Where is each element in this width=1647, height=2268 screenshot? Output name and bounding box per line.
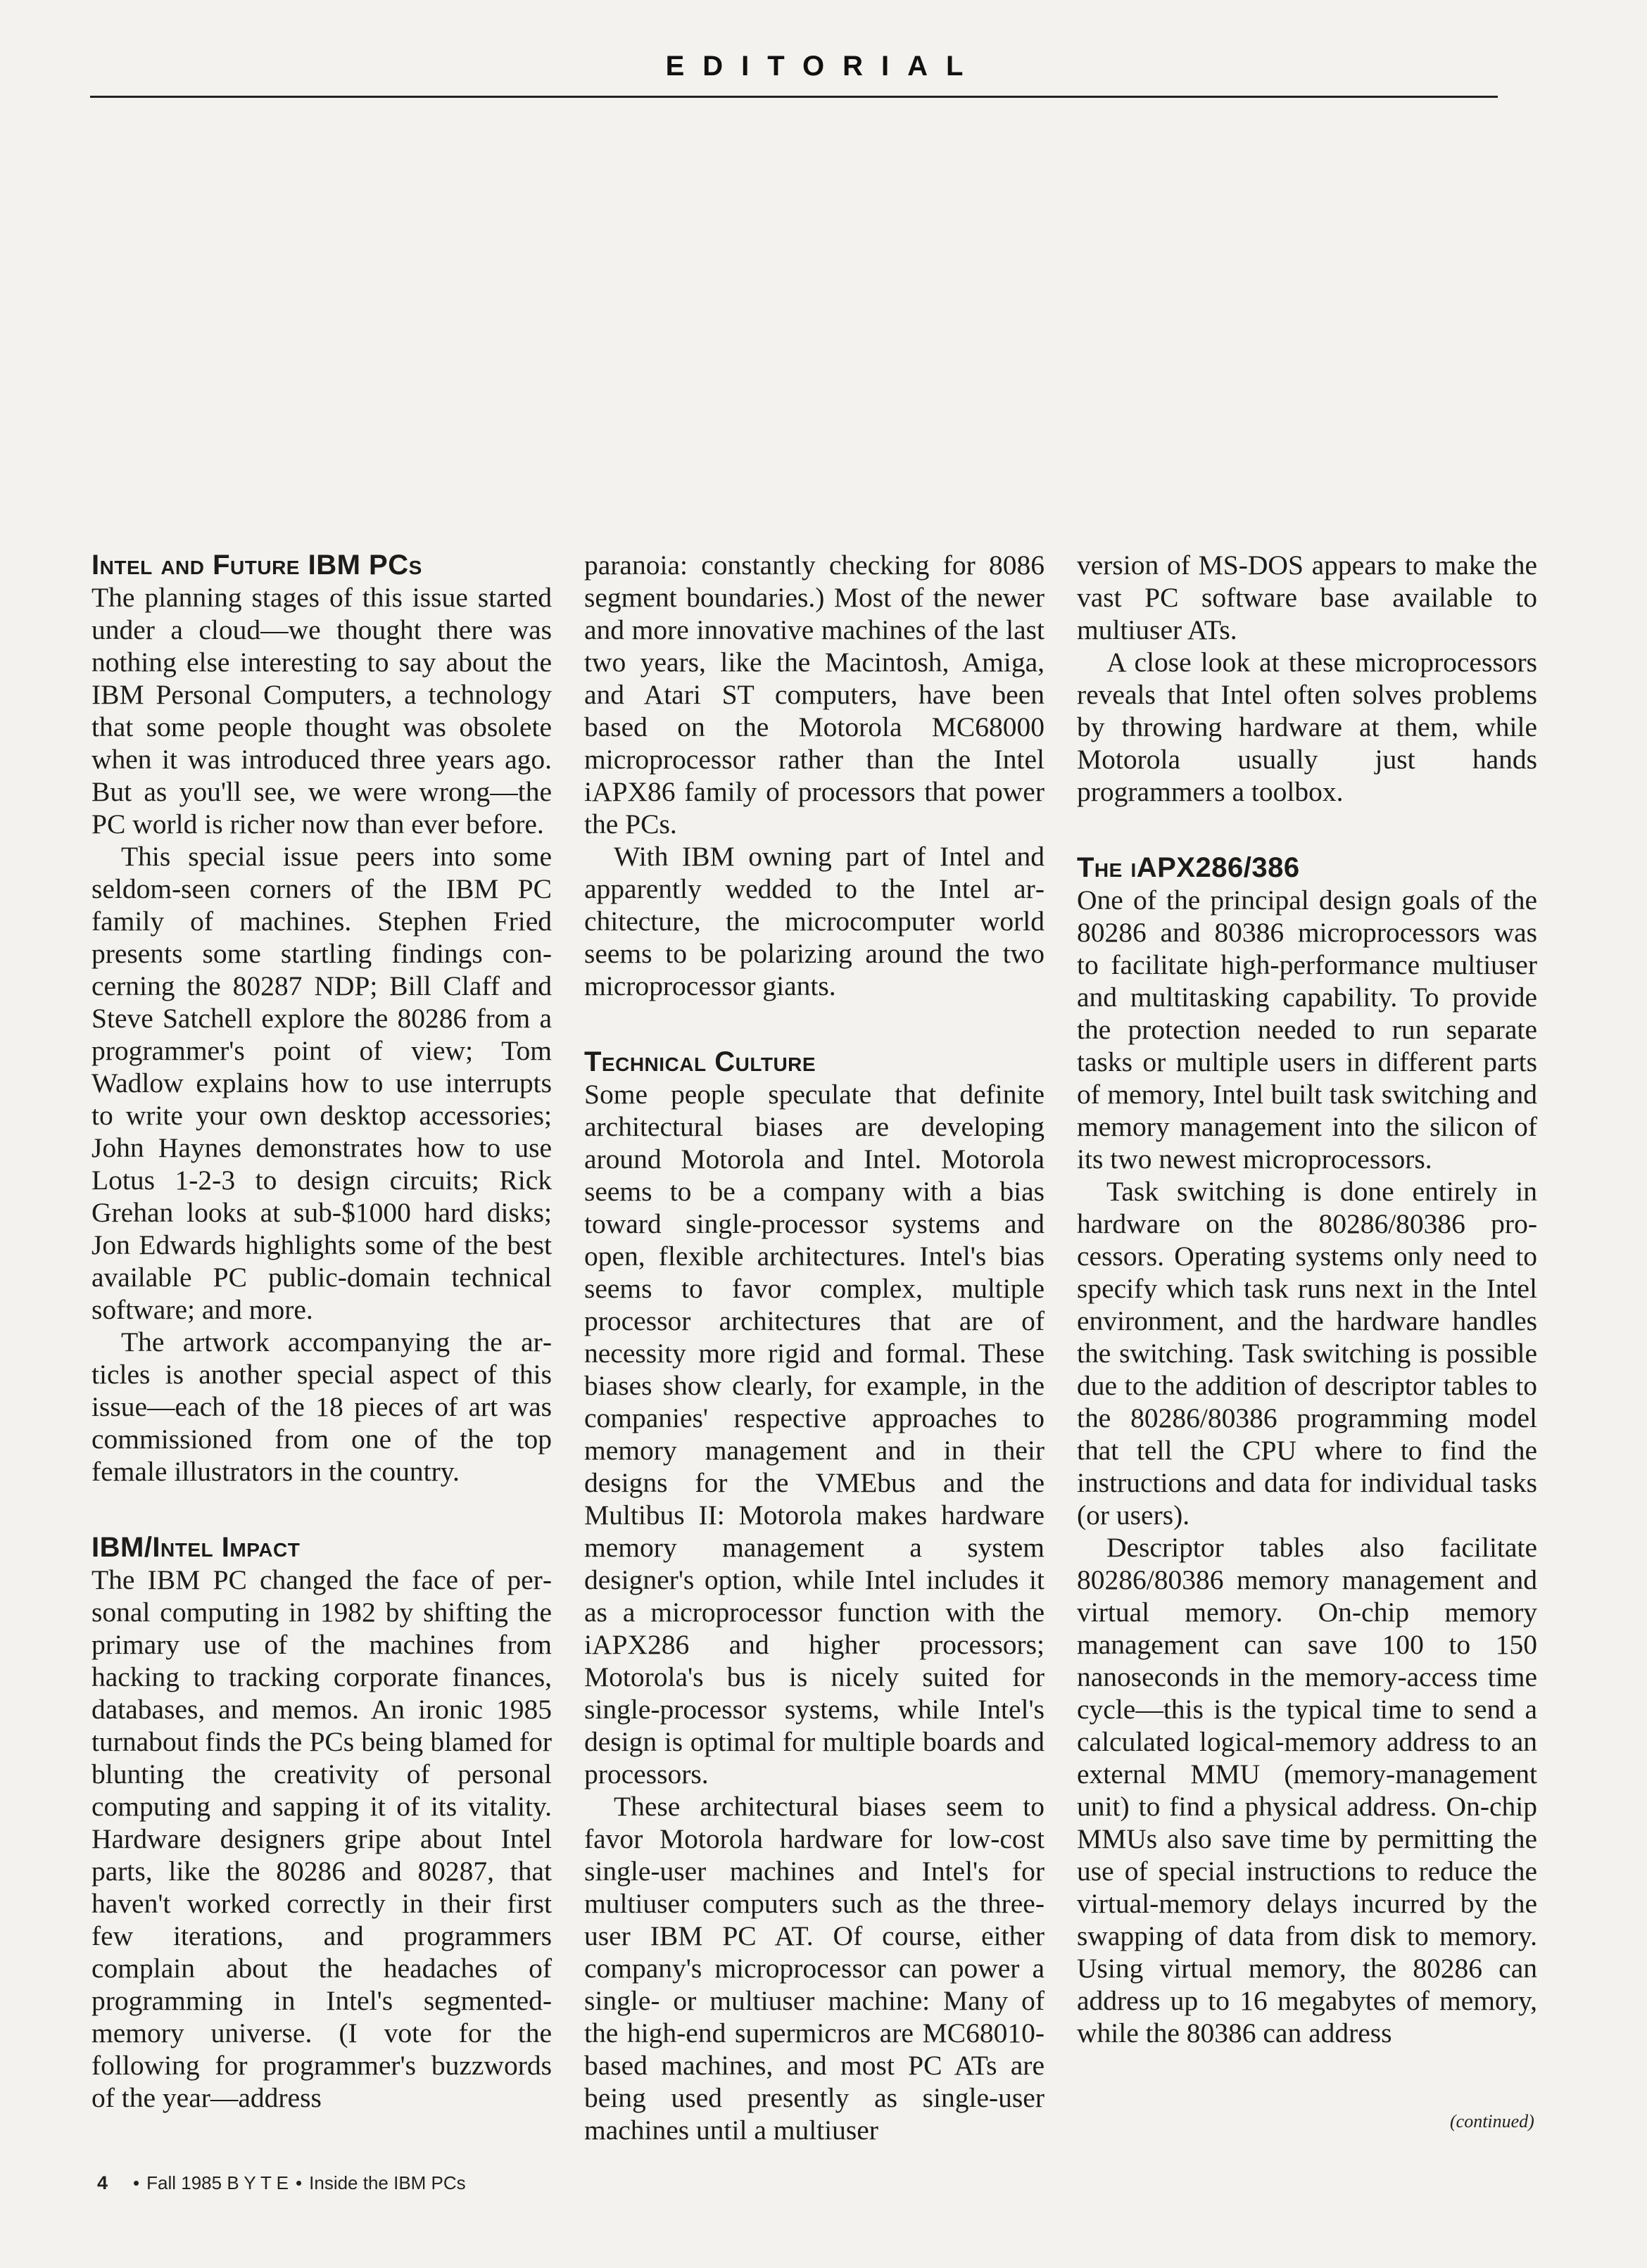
footer-title: Inside the IBM PCs <box>309 2172 466 2193</box>
page-number: 4 <box>97 2172 108 2193</box>
section-header: EDITORIAL <box>665 51 982 82</box>
column-2 <box>584 549 1045 2146</box>
section-heading: Intel and Future IBM PCs <box>92 550 422 581</box>
column-3 <box>1077 549 1537 2049</box>
paragraph: One of the principal design goals of the 80286 and 80386 microprocessors was to facilitate high-performance multiuser and multitasking capability. To provide the protection needed to run separate tasks or multiple users in different parts of memory, Intel built task switching and memory management into the silicon of its two newest microprocessors. <box>1077 885 1537 1174</box>
continued-note: (continued) <box>1450 2111 1534 2131</box>
column-1 <box>92 549 552 2114</box>
header-rule <box>90 96 1498 98</box>
section-heading: The iAPX286/386 <box>1077 852 1300 883</box>
paragraph: With IBM owning part of Intel and apparently wedded to the Intel architecture, the microcomputer world seems to be polarizing around the two microprocessor giants. <box>584 841 1045 1001</box>
paragraph: The artwork accompanying the articles is another special aspect of this issue—each of the 18 pieces of art was commissioned from one of the top female illustrators in the country. <box>92 1326 552 1487</box>
paragraph: A close look at these microprocessors reveals that Intel often solves problems by throwing hardware at them, while Motorola usually just hands programmers a toolbox. <box>1077 647 1537 807</box>
paragraph: paranoia: constantly checking for 8086 segment boundaries.) Most of the newer and more innovative machines of the last two years, like the Macintosh, Amiga, and Atari ST computers, have been based on the Motorola MC68000 microprocessor rather than the Intel iAPX86 family of processors that power the PCs. <box>584 550 1045 840</box>
section-heading: Technical Culture <box>584 1046 816 1077</box>
paragraph: Task switching is done entirely in hardware on the 80286/80386 processors. Operating systems only need to specify which task runs next in the Intel environment, and the hardware handles the switching. Task switching is possible due to the addition of descriptor tables to the 80286/80386 programming model that tell the CPU where to find the instructions and data for individual tasks (or users). <box>1077 1176 1537 1531</box>
paragraph: These architectural biases seem to favor Motorola hardware for low-cost single-user machines and Intel's for multiuser computers such as the three-user IBM PC AT. Of course, either company's microprocessor can power a single- or multiuser machine: Many of the high-end supermicros are MC68010-based machines, and most PC ATs are being used presently as single-user machines until a multiuser <box>584 1791 1045 2146</box>
paragraph: Some people speculate that definite architectural biases are developing around Motorola and Intel. Motorola seems to be a company with a bias toward single-processor systems and open, flexible architectures. Intel's bias seems to favor complex, multiple processor architectures that are of necessity more rigid and formal. These biases show clearly, for example, in the companies' respective approaches to memory management and in their designs for the VMEbus and the Multibus II: Motorola makes hardware memory management a system designer's option, while Intel includes it as a microprocessor function with the iAPX286 and higher processors; Motorola's bus is nicely suited for single-processor systems, while Intel's design is optimal for multiple boards and processors. <box>584 1079 1045 1789</box>
paragraph: Descriptor tables also facilitate 80286/80386 memory management and virtual memory. On-chip memory management can save 100 to 150 nanoseconds in the memory-access time cycle—this is the typical time to send a calculated logical-memory address to an external MMU (memory-management unit) to find a physical address. On-chip MMUs also save time by permitting the use of special instructions to reduce the virtual-memory delays incurred by the swapping of data from disk to memory. Using virtual memory, the 80286 can address up to 16 megabytes of memory, while the 80386 can address <box>1077 1532 1537 2048</box>
paragraph: The planning stages of this issue started under a cloud—we thought there was nothing else interesting to say about the IBM Personal Computers, a technology that some people thought was obsolete when it was introduced three years ago. But as you'll see, we were wrong—the PC world is richer now than ever before. <box>92 582 552 840</box>
paragraph: This special issue peers into some seldom-seen corners of the IBM PC family of machines. Stephen Fried presents some startling findings concerning the 80287 NDP; Bill Claff and Steve Satchell explore the 80286 from a programmer's point of view; Tom Wadlow explains how to use interrupts to write your own desktop accessories; John Haynes demonstrates how to use Lotus 1-2-3 to design circuits; Rick Grehan looks at sub-$1000 hard disks; Jon Edwards highlights some of the best available PC public-domain technical software; and more. <box>92 841 552 1325</box>
section-heading: IBM/Intel Impact <box>92 1532 301 1563</box>
paragraph: The IBM PC changed the face of personal computing in 1982 by shifting the primary use of the machines from hacking to tracking corporate finances, databases, and memos. An ironic 1985 turnabout finds the PCs being blamed for blunting the creativity of personal computing and sapping it of its vitality. Hardware designers gripe about Intel parts, like the 80286 and 80287, that haven't worked correctly in their first few iterations, and programmers complain about the headaches of programming in Intel's segmented-memory universe. (I vote for the following for programmer's buzzwords of the year—address <box>92 1564 552 2113</box>
paragraph: version of MS-DOS appears to make the vast PC software base available to multiuser ATs. <box>1077 550 1537 645</box>
background-art <box>1098 218 1154 493</box>
page-footer: 4 • Fall 1985 B Y T E • Inside the IBM PCs <box>97 2172 466 2193</box>
footer-issue: Fall 1985 B Y T E <box>146 2172 289 2193</box>
